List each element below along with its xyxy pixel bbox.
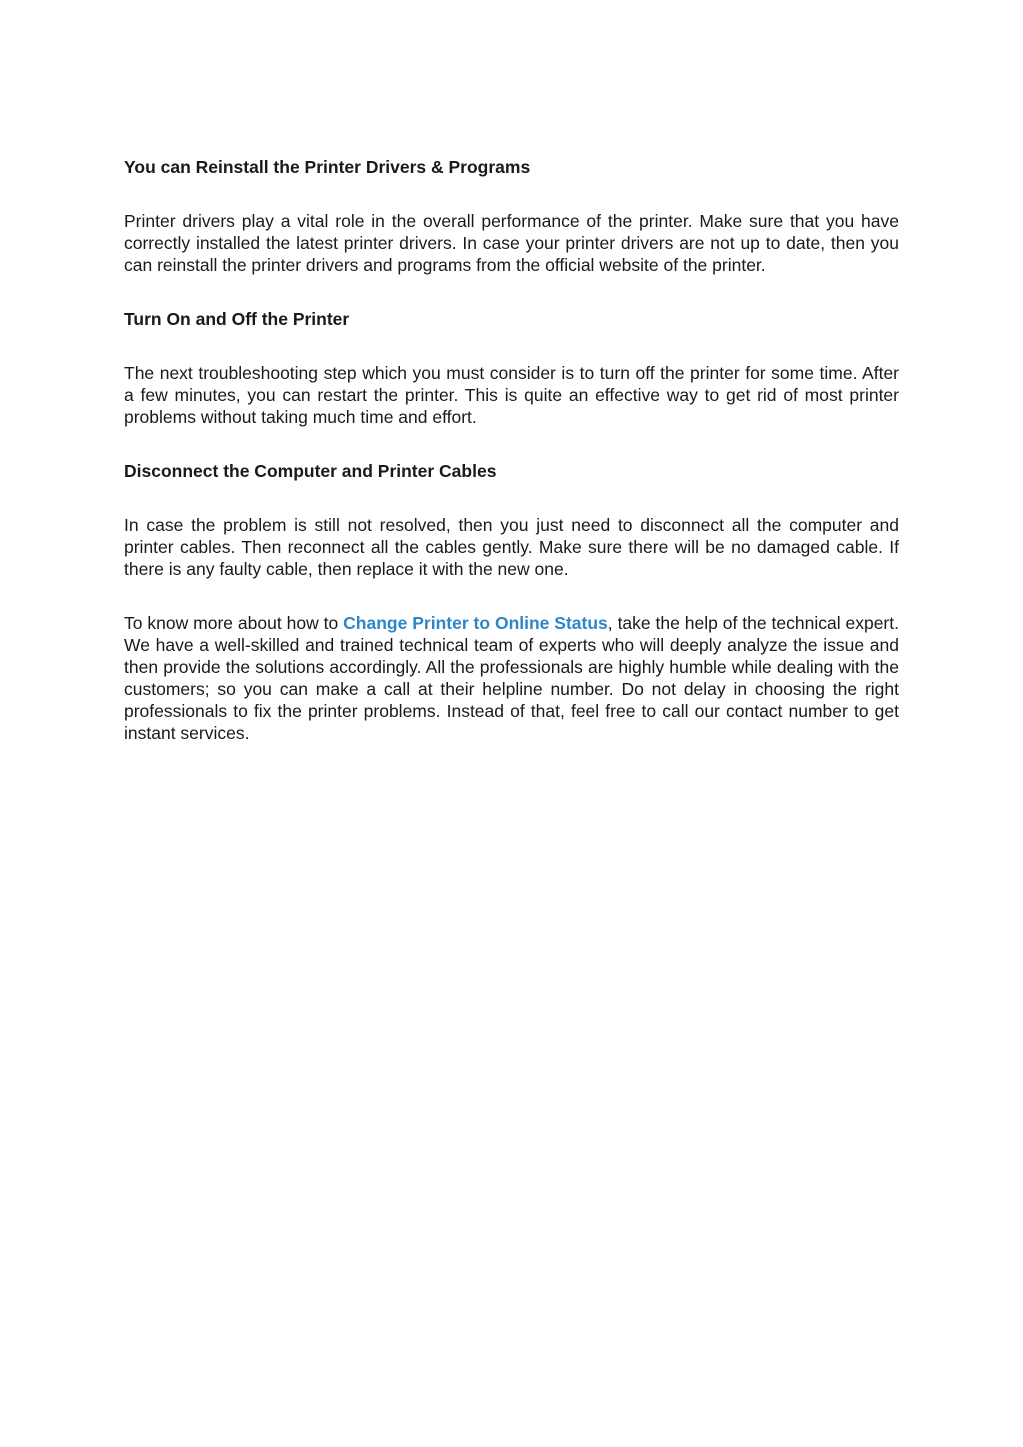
section-body-reinstall-drivers: Printer drivers play a vital role in the overall performance of the printer. Make sure that you have correctly installed the latest printer drivers. In case your printer drivers are not up to date, then you can reinstall the printer drivers and programs from the official website of the printer. <box>124 211 899 275</box>
closing-paragraph <box>124 612 899 744</box>
section-heading-turn-on-off: Turn On and Off the Printer <box>124 309 350 329</box>
closing-text-after-link: , take the help of the technical expert. We have a well-skilled and trained technical team of experts who will deeply analyze the issue and then provide the solutions accordingly. All the professionals are highly humble while dealing with the customers; so you can make a call at their helpline number. Do not delay in choosing the right professionals to fix the printer problems. Instead of that, feel free to call our contact number to get instant services. <box>124 613 899 743</box>
section-heading-reinstall-drivers: You can Reinstall the Printer Drivers & Programs <box>124 157 531 177</box>
change-printer-online-status-link[interactable]: Change Printer to Online Status <box>343 613 608 633</box>
closing-text-before-link: To know more about how to <box>124 613 344 633</box>
section-body-turn-on-off: The next troubleshooting step which you must consider is to turn off the printer for some time. After a few minutes, you can restart the printer. This is quite an effective way to get rid of most printer problems without taking much time and effort. <box>124 363 899 427</box>
document-page <box>124 156 899 744</box>
section-body-disconnect-cables: In case the problem is still not resolved, then you just need to disconnect all the computer and printer cables. Then reconnect all the cables gently. Make sure there will be no damaged cable. If there is any faulty cable, then replace it with the new one. <box>124 515 899 579</box>
section-heading-disconnect-cables: Disconnect the Computer and Printer Cables <box>124 461 497 481</box>
